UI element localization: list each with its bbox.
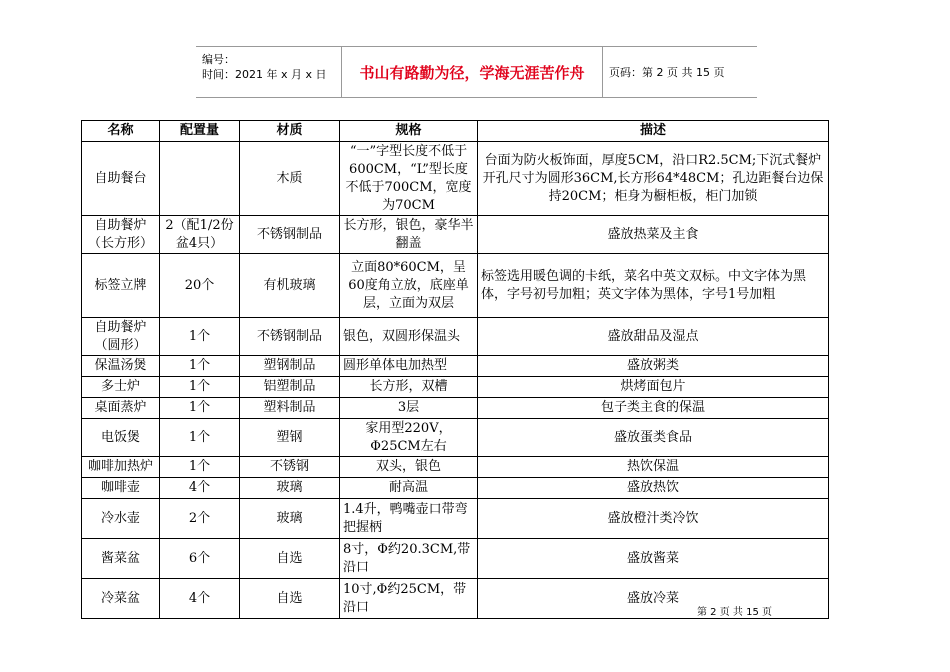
table-row xyxy=(82,254,829,318)
cell-material: 不锈钢制品 xyxy=(240,318,340,356)
cell-desc: 盛放蛋类食品 xyxy=(478,419,829,457)
cell-qty: 4个 xyxy=(160,579,240,619)
cell-material: 铝塑制品 xyxy=(240,377,340,398)
table-row xyxy=(82,419,829,457)
cell-material: 塑料制品 xyxy=(240,398,340,419)
cell-spec: 圆形单体电加热型 xyxy=(340,356,478,377)
cell-spec: “一”字型长度不低于600CM，“L”型长度不低于700CM，宽度为70CM xyxy=(340,142,478,216)
cell-name: 冷水壶 xyxy=(82,499,160,539)
cell-name: 咖啡加热炉 xyxy=(82,457,160,478)
cell-name: 自助餐炉（长方形） xyxy=(82,216,160,254)
header-page-label: 页码：第 2 页 共 15 页 xyxy=(609,66,725,79)
cell-qty: 2（配1/2份盆4只） xyxy=(160,216,240,254)
cell-qty xyxy=(160,142,240,216)
footer-page-number: 第 2 页 共 15 页 xyxy=(697,607,772,618)
cell-qty: 20个 xyxy=(160,254,240,318)
table-row xyxy=(82,457,829,478)
header-name: 名称 xyxy=(82,121,160,142)
header-info xyxy=(196,47,342,97)
cell-name: 自助餐台 xyxy=(82,142,160,216)
table-header-row xyxy=(82,121,829,142)
cell-name: 酱菜盆 xyxy=(82,539,160,579)
cell-qty: 1个 xyxy=(160,457,240,478)
table-row xyxy=(82,318,829,356)
table-row xyxy=(82,142,829,216)
cell-material: 不锈钢制品 xyxy=(240,216,340,254)
cell-material: 木质 xyxy=(240,142,340,216)
cell-qty: 1个 xyxy=(160,419,240,457)
cell-qty: 1个 xyxy=(160,356,240,377)
cell-spec: 1.4升，鸭嘴壶口带弯把握柄 xyxy=(340,499,478,539)
cell-material: 塑钢制品 xyxy=(240,356,340,377)
cell-spec: 3层 xyxy=(340,398,478,419)
cell-material: 塑钢 xyxy=(240,419,340,457)
header-desc: 描述 xyxy=(478,121,829,142)
cell-name: 咖啡壶 xyxy=(82,478,160,499)
cell-desc: 盛放热饮 xyxy=(478,478,829,499)
page-header xyxy=(196,46,757,98)
table-row xyxy=(82,539,829,579)
cell-qty: 1个 xyxy=(160,377,240,398)
cell-spec: 长方形，双槽 xyxy=(340,377,478,398)
cell-qty: 1个 xyxy=(160,318,240,356)
cell-name: 标签立牌 xyxy=(82,254,160,318)
cell-desc: 盛放粥类 xyxy=(478,356,829,377)
cell-material: 自选 xyxy=(240,579,340,619)
cell-spec: 10寸,Φ约25CM，带沿口 xyxy=(340,579,478,619)
cell-desc: 盛放酱菜 xyxy=(478,539,829,579)
cell-name: 多士炉 xyxy=(82,377,160,398)
cell-material: 不锈钢 xyxy=(240,457,340,478)
cell-desc: 包子类主食的保温 xyxy=(478,398,829,419)
cell-desc: 盛放冷菜 xyxy=(478,579,829,619)
cell-spec: 8寸，Φ约20.3CM,带沿口 xyxy=(340,539,478,579)
cell-desc: 标签选用暖色调的卡纸，菜名中英文双标。中文字体为黑体，字号初号加粗；英文字体为黑体，字号1号加粗 xyxy=(478,254,829,318)
cell-name: 电饭煲 xyxy=(82,419,160,457)
equipment-table xyxy=(81,120,829,619)
cell-spec: 家用型220V，Φ25CM左右 xyxy=(340,419,478,457)
cell-qty: 2个 xyxy=(160,499,240,539)
number-label: 编号： xyxy=(202,53,235,66)
cell-qty: 6个 xyxy=(160,539,240,579)
cell-spec: 立面80*60CM，呈60度角立放，底座单层，立面为双层 xyxy=(340,254,478,318)
header-spec: 规格 xyxy=(340,121,478,142)
header-qty: 配置量 xyxy=(160,121,240,142)
time-label: 时间：2021 年 x 月 x 日 xyxy=(202,68,327,81)
cell-material: 自选 xyxy=(240,539,340,579)
table-row xyxy=(82,216,829,254)
cell-qty: 4个 xyxy=(160,478,240,499)
cell-desc: 烘烤面包片 xyxy=(478,377,829,398)
cell-name: 桌面蒸炉 xyxy=(82,398,160,419)
header-material: 材质 xyxy=(240,121,340,142)
cell-name: 保温汤煲 xyxy=(82,356,160,377)
cell-desc: 盛放热菜及主食 xyxy=(478,216,829,254)
cell-material: 玻璃 xyxy=(240,478,340,499)
cell-material: 玻璃 xyxy=(240,499,340,539)
cell-material: 有机玻璃 xyxy=(240,254,340,318)
cell-spec: 长方形，银色，豪华半翻盖 xyxy=(340,216,478,254)
cell-name: 自助餐炉（圆形） xyxy=(82,318,160,356)
table-row xyxy=(82,478,829,499)
cell-desc: 热饮保温 xyxy=(478,457,829,478)
table-row xyxy=(82,356,829,377)
cell-desc: 盛放甜品及湿点 xyxy=(478,318,829,356)
cell-qty: 1个 xyxy=(160,398,240,419)
cell-spec: 耐高温 xyxy=(340,478,478,499)
cell-name: 冷菜盆 xyxy=(82,579,160,619)
table-row xyxy=(82,377,829,398)
cell-desc: 台面为防火板饰面，厚度5CM，沿口R2.5CM;下沉式餐炉开孔尺寸为圆形36CM,长方形64*48CM；孔边距餐台边保持20CM；柜身为橱柜板，柜门加锁 xyxy=(478,142,829,216)
cell-desc: 盛放橙汁类冷饮 xyxy=(478,499,829,539)
table-row xyxy=(82,499,829,539)
header-motto: 书山有路勤为径，学海无涯苦作舟 xyxy=(342,47,603,97)
cell-spec: 双头，银色 xyxy=(340,457,478,478)
cell-spec: 银色，双圆形保温头 xyxy=(340,318,478,356)
table-row xyxy=(82,398,829,419)
